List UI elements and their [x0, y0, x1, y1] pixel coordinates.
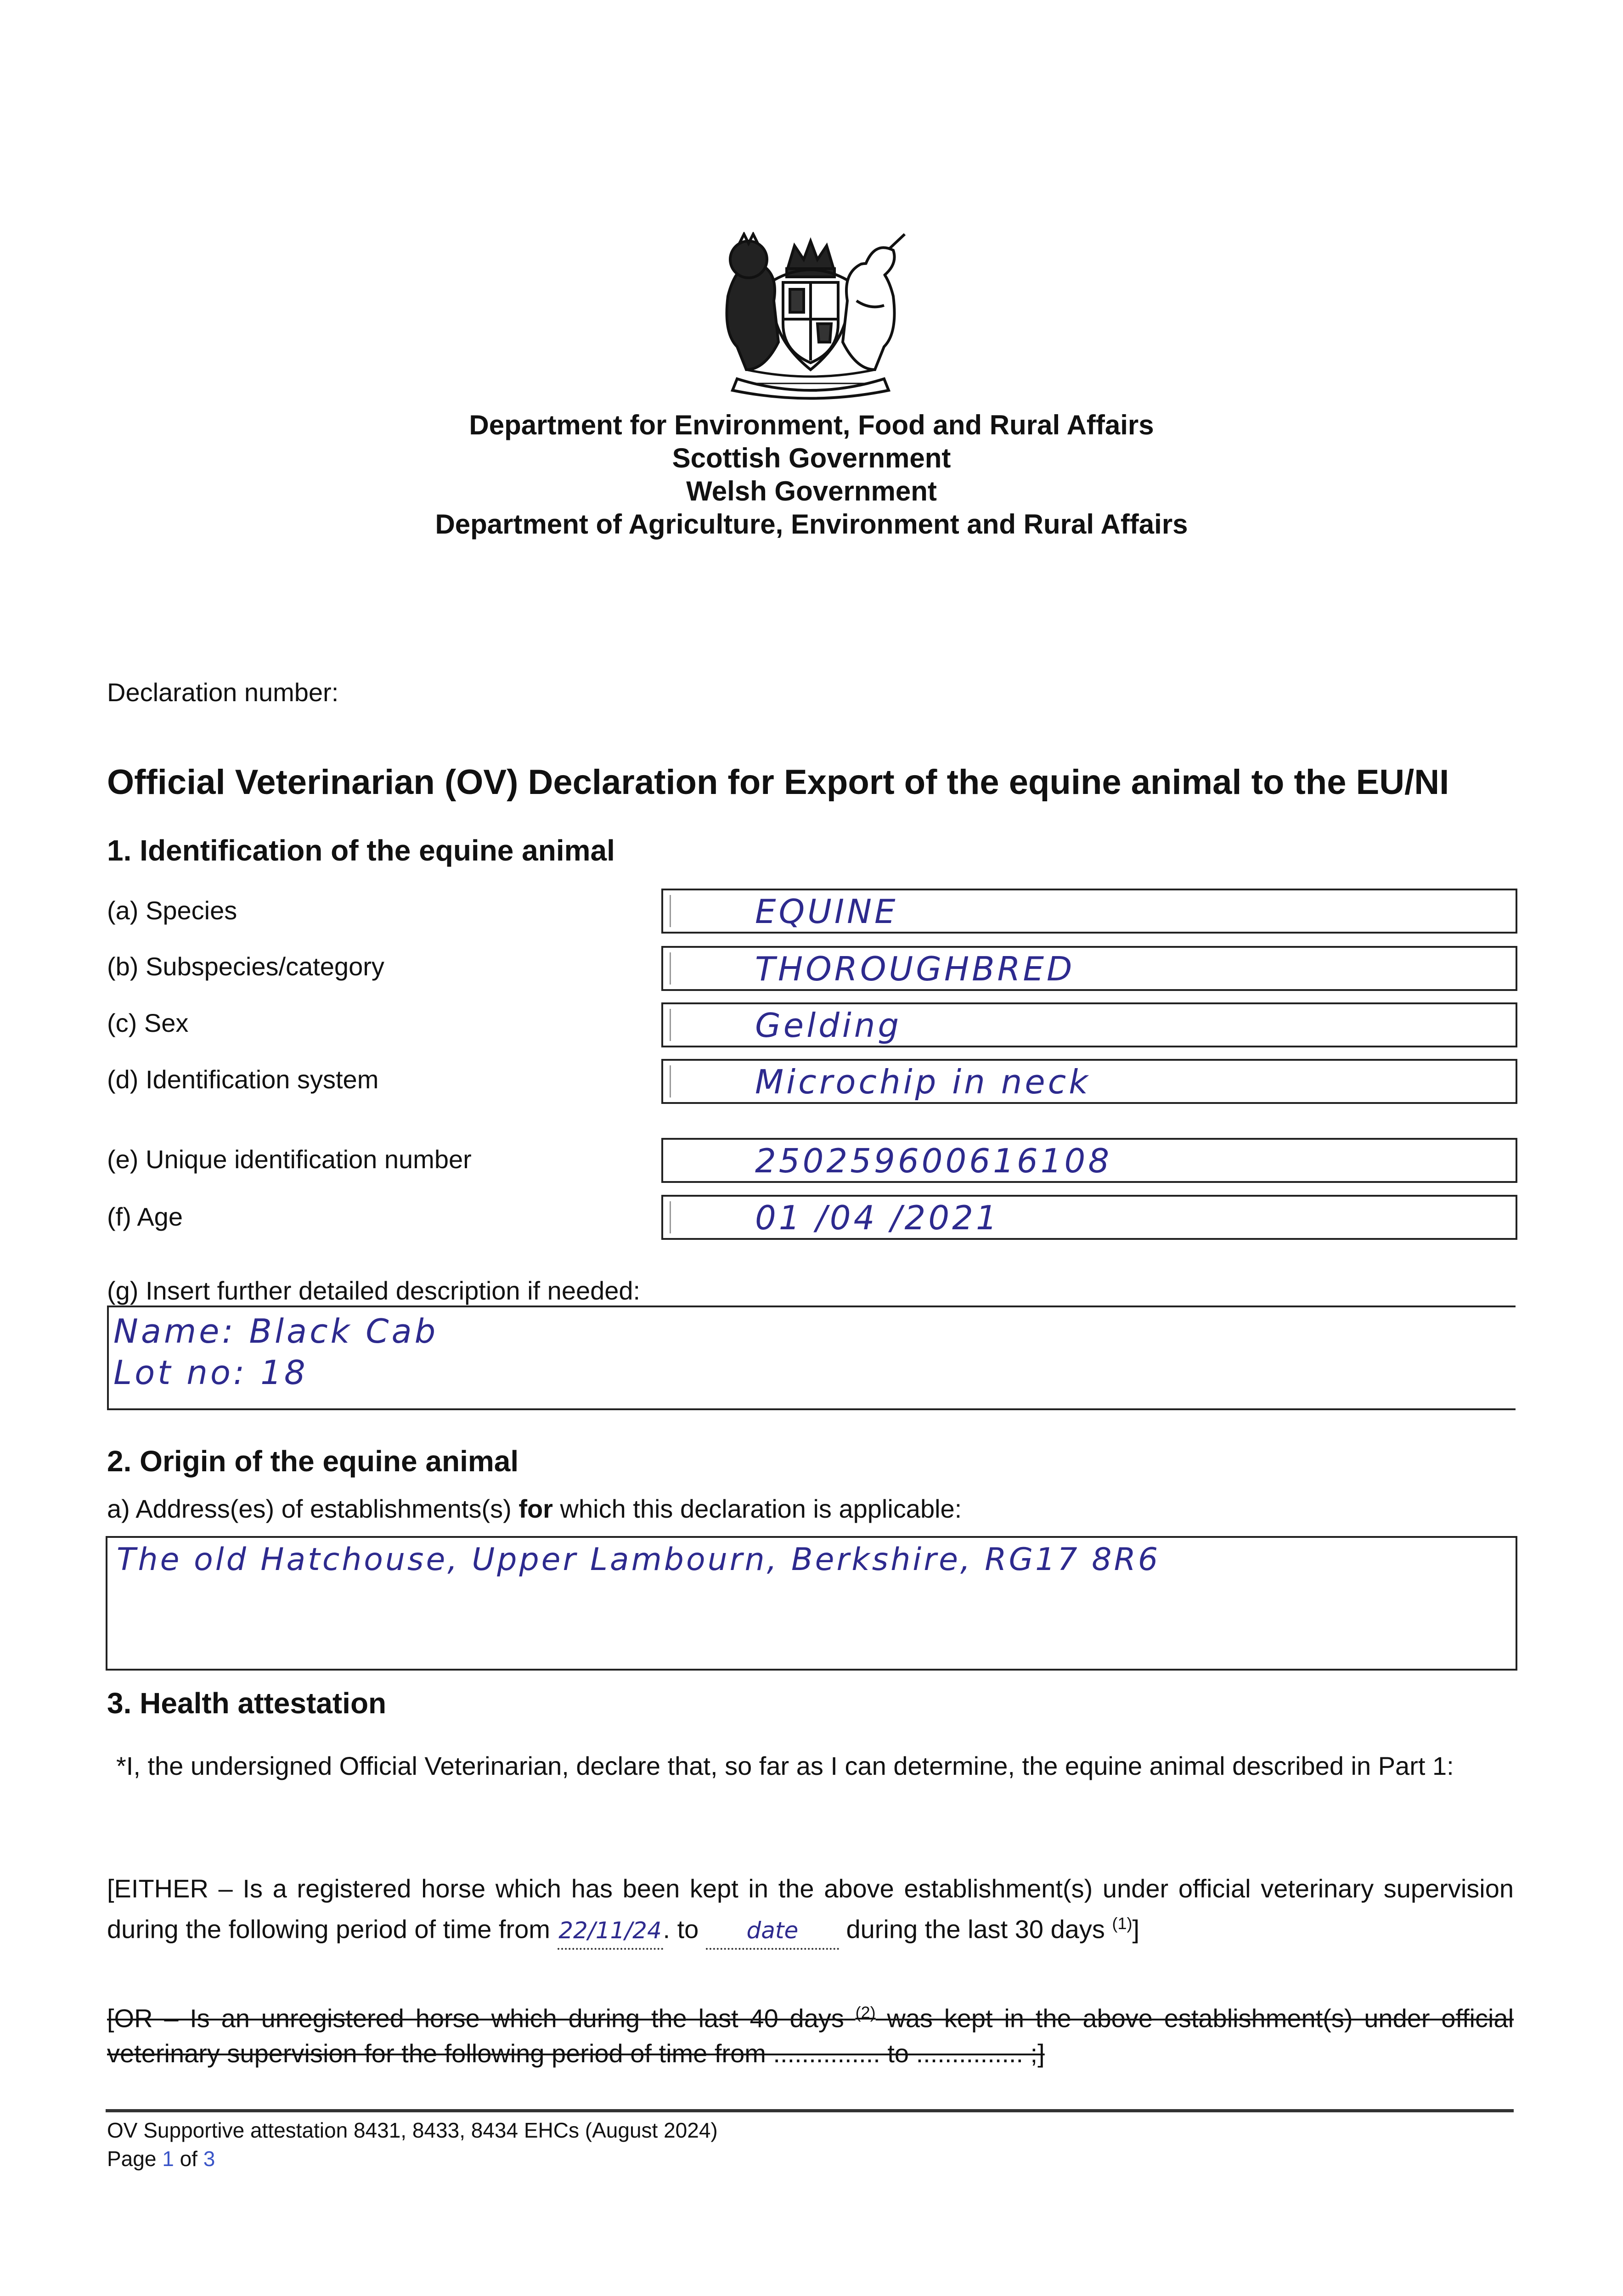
species-value: EQUINE [755, 892, 898, 931]
further-description-line: Name: Black Cab [113, 1312, 439, 1351]
identification-system-value: Microchip in neck [755, 1063, 1091, 1101]
address-label-text: which this declaration is applicable: [552, 1494, 962, 1523]
either-clause-text: during the last 30 days [846, 1914, 1105, 1944]
department-name: Department for Environment, Food and Rural Affairs [469, 410, 1154, 440]
footer-line: OV Supportive attestation 8431, 8433, 8434 EHCs (August 2024) [107, 2118, 718, 2142]
page-number-text: Page [107, 2147, 163, 2171]
section-heading: 3. Health attestation [107, 1687, 387, 1720]
either-clause-text: [EITHER – Is a registered horse which has been kept in the above establishment(s) under official veterinary supervision during the following period of time from [107, 1874, 1514, 1944]
page-title: Official Veterinarian (OV) Declaration for Export of the equine animal to the EU/NI [107, 763, 1449, 802]
department-name: Scottish Government [672, 443, 951, 473]
species-field[interactable] [661, 889, 1517, 934]
page-number [107, 2144, 215, 2173]
address-label-bold: for [518, 1494, 553, 1523]
field-marker [670, 1201, 671, 1233]
address-label [107, 1494, 962, 1524]
field-marker [670, 895, 671, 927]
sex-value: Gelding [755, 1006, 902, 1045]
or-clause-text: was kept in the above establishment(s) under official veterinary supervision for the following period of time from ............... to ............... ;] [107, 2003, 1514, 2068]
footnote-ref: (1) [1112, 1914, 1133, 1933]
identification-system-label: (d) Identification system [107, 1065, 379, 1094]
section-heading: 2. Origin of the equine animal [107, 1445, 519, 1478]
field-marker [670, 952, 671, 985]
subspecies-value: THOROUGHBRED [755, 950, 1075, 988]
either-to-word: to [677, 1914, 699, 1944]
identification-system-field[interactable] [661, 1059, 1517, 1104]
page-total-link[interactable]: 3 [203, 2147, 215, 2171]
to-date-field[interactable] [706, 1912, 839, 1950]
subspecies-field[interactable] [661, 946, 1517, 991]
page-number-text: of [174, 2147, 203, 2171]
either-clause: [EITHER – Is a registered horse which has been kept in the above establishment(s) under official veterinary supervision during the following period of time from 22/11/24. to date during the last 30 days $^{(1)}$] [107, 1871, 1514, 1950]
address-value: The old Hatchouse, Upper Lambourn, Berkshire, RG17 8R6 [117, 1542, 1161, 1578]
section-heading: 1. Identification of the equine animal [107, 834, 615, 867]
health-intro-text: *I, the undersigned Official Veterinarian, declare that, so far as I can determine, the equine animal described in Part 1: [116, 1751, 1454, 1780]
or-clause-struck [107, 1995, 1514, 2071]
further-description-line: Lot no: 18 [113, 1353, 308, 1392]
from-date-value: 22/11/24 [558, 1917, 662, 1944]
unique-id-label: (e) Unique identification number [107, 1145, 472, 1174]
department-name: Welsh Government [686, 476, 937, 506]
sex-field[interactable] [661, 1002, 1517, 1047]
further-description-label: (g) Insert further detailed description if needed: [107, 1276, 641, 1305]
unique-id-field[interactable] [661, 1138, 1517, 1183]
page-current-link[interactable]: 1 [162, 2147, 174, 2171]
age-label: (f) Age [107, 1202, 183, 1231]
sex-label: (c) Sex [107, 1008, 189, 1037]
footer-divider [106, 2109, 1514, 2112]
address-label-text: a) Address(es) of establishments(s) [107, 1494, 519, 1523]
or-clause-text: [OR – Is an unregistered horse which during the last 40 days [107, 2003, 844, 2033]
age-field[interactable] [661, 1195, 1517, 1240]
unique-id-value: 250259600616108 [755, 1142, 1112, 1180]
royal-coat-of-arms-icon [710, 232, 912, 402]
age-value: 01 /04 /2021 [755, 1199, 1000, 1237]
footnote-ref: (2) [855, 2003, 876, 2022]
department-name: Department of Agriculture, Environment and Rural Affairs [435, 509, 1188, 540]
either-end: ] [1132, 1914, 1140, 1944]
field-marker [670, 1065, 671, 1097]
to-date-value: date [746, 1917, 799, 1944]
species-label: (a) Species [107, 896, 237, 925]
field-marker [670, 1009, 671, 1041]
declaration-number-label: Declaration number: [107, 678, 339, 707]
address-field[interactable] [106, 1536, 1517, 1671]
from-date-field[interactable] [558, 1912, 663, 1950]
subspecies-label: (b) Subspecies/category [107, 952, 384, 981]
further-description-field[interactable] [107, 1306, 1516, 1410]
health-intro [107, 1749, 1514, 1784]
